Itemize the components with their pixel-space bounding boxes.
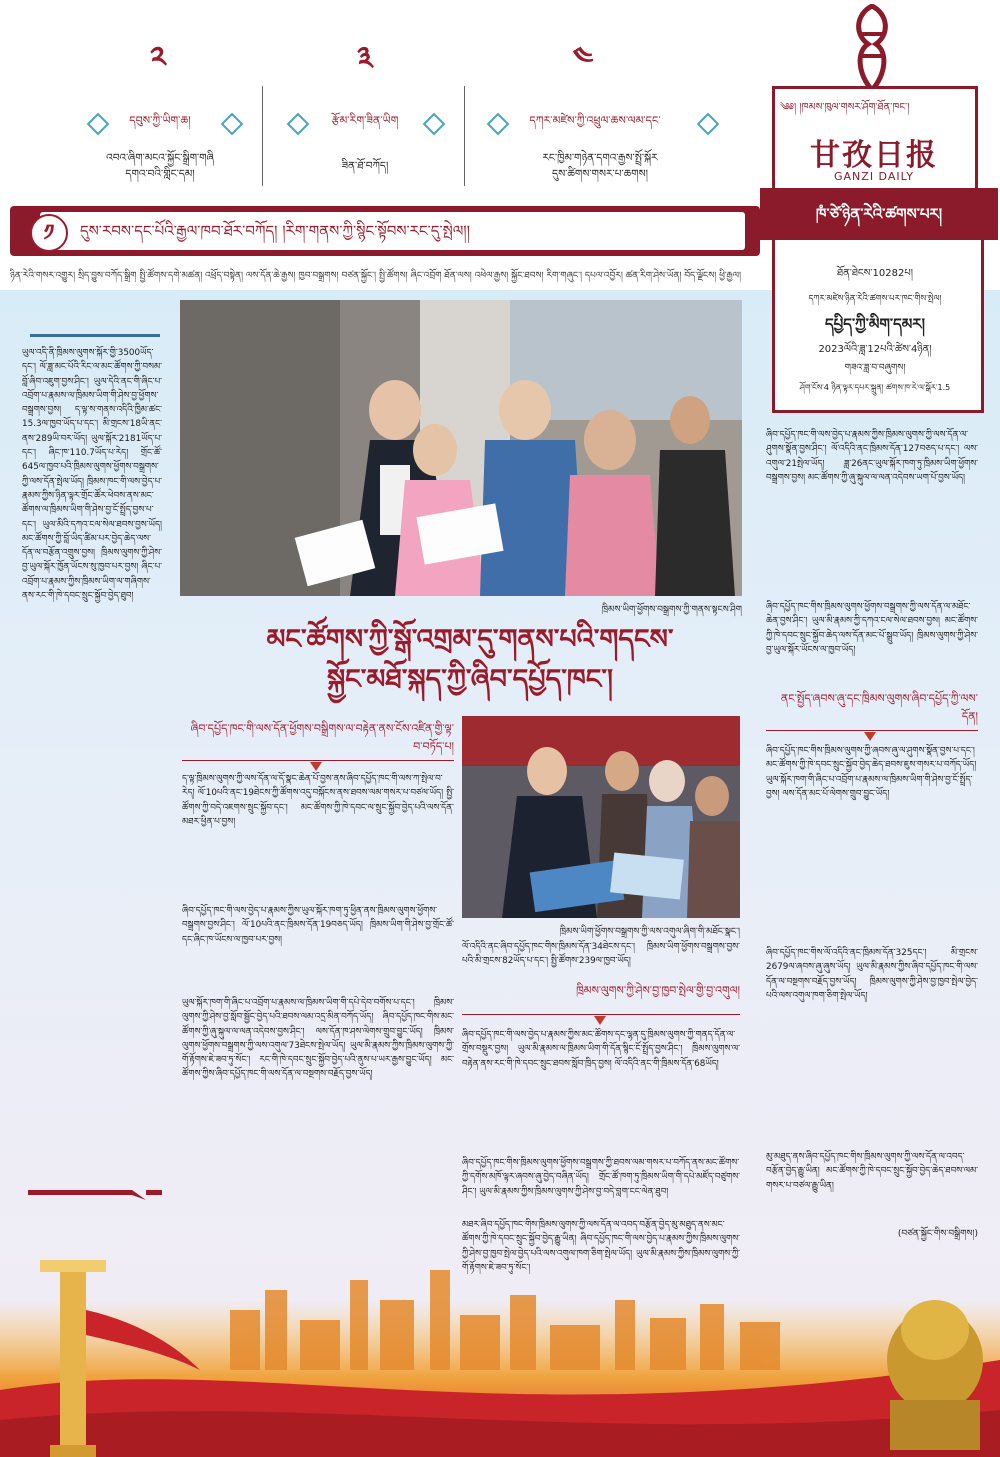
subhead-marker-icon [864,732,876,741]
masthead-english-name: GANZI DAILY [834,170,914,183]
right-middle-text-1: ལོ་འདིའི་ནང་ཞིབ་དཔྱོད་ཁང་གིས་ཁྲིམས་དོན་34ཐེངས་དང་། ཁྲིམས་ཡིག་ཕྱོགས་བསྒྲགས་བྱས་པའི་མི་གྲངས་82ཡོད་པ་དང་། སྤྱི་ཚོགས་239ལ་ཁྱབ་ཡོད། [462,942,740,967]
right-middle-text-2: ཞིབ་དཔྱོད་ཁང་གི་ལས་བྱེད་པ་རྣམས་ཀྱིས་མང་ཚོགས་དང་ལྷན་དུ་ཁྲིམས་ལུགས་ཀྱི་གནད་དོན་ལ་གྲོས་བསྡུར་བྱས། ཡུལ་མི་རྣམས་ལ་ཁྲིམས་ཡིག་གི་དོན་སྙིང་ངོ་སྤྲོད་བྱས་ཤིང་། ཁྲིམས་ལུགས་ལ་བརྟེན་ནས་རང་གི་ཁེ་དབང་སྲུང་ཐབས་སློབ་ཁྲིད་བྱས། ལོ་འདིའི་ནང་གི་ཁྲིམས་དོན་68ཡོད། [462,1030,740,1069]
preview-1-number: ༢ [150,41,166,76]
preview-1-title[interactable]: དབུས་ཀྱི་ཡིག་ཆ། [129,114,191,127]
right-column-text-2: ཞིབ་དཔྱོད་ཁང་གིས་ཁྲིམས་ལུགས་ཕྱོགས་བསྒྲགས་ཀྱི་ལས་དོན་ལ་མཐོང་ཆེན་བྱས་ཤིང་། ཡུལ་མི་རྣམས་ཀྱི་དཀའ་ངལ་སེལ་ཐབས་བྱས། མང་ཚོགས་ཀྱི་ཁེ་དབང་སྲུང་སྐྱོབ་ཆེད་ལས་དོན་མང་པོ་སྒྲུབ་ཡོད། ཁྲིམས་ལུགས་ཀྱི་ཤེས་བྱ་ཡུལ་སྐོར་ཡོངས་ལ་ཁྱབ་ཡོད། [766,602,978,655]
masthead-tibetan-name: ཁཾ་ཙེ་ཉིན་རེའི་ཚགས་པར། [815,205,943,223]
subhead-marker-icon [594,1016,606,1025]
preview-1-subtitle: འབའ་ཞིག་མངའ་སྐྱོང་སྒྲིག་གཞི [106,152,214,164]
preview-3-subtitle: རང་ཁྱིམ་གཉེན་དགའ་རྒྱས་སྤྲོ་སྐོར [542,152,658,164]
second-photo[interactable] [462,716,740,918]
top-photo[interactable] [180,300,742,596]
slogan-text: དུས་རབས་དང་པོའི་རྒྱལ་ཁབ་ཐོར་བཀོད། །རིག་གནས་ཀྱི་སྙིང་སྟོབས་རང་དུ་སྤེལ།། [80,222,470,240]
column-rule [30,334,160,337]
footer-decoration [0,1240,1000,1457]
headline [180,620,760,700]
preview-1-subtitle-2: དགའ་བའི་གླིང་དམ། [125,168,195,180]
middle-text-3: ཡུལ་སྐོར་ཁག་གི་ཞིང་པ་འབྲོག་པ་རྣམས་ལ་ཁྲིམས་ཡིག་གི་དཔེ་དེབ་བགོས་པ་དང་། ཁྲིམས་ལུགས་ཀྱི་ཤེས་བྱ་སློབ་སྦྱོང་བྱེད་པའི་ཐབས་ལམ་འདྲ་མིན་བཀོད་ཡོད། ཞིབ་དཔྱོད་ཁང་གིས་མང་ཚོགས་ཀྱི་ཞུ་སྐུལ་ལ་ལན་འདེབས་བྱས་ཤིང་། ལས་དོན་ཁ་ཤས་ལེགས་གྲུབ་བྱུང་ཡོད། ཁྲིམས་ལུགས་ཕྱོགས་བསྒྲགས་ཀྱི་ལས་འགུལ་73ཐེངས་སྤེལ་ཡོད། ཡུལ་མི་རྣམས་ཀྱིས་ཁྲིམས་ལུགས་ཀྱི་གོ་རྟོགས་ཇེ་ཟབ་ཏུ་སོང་། རང་གི་ཁེ་དབང་སྲུང་སྐྱོབ་བྱེད་པའི་ནུས་པ་ཡར་རྒྱས་བྱུང་ཡོད། མང་ཚོགས་ཀྱིས་ཞིབ་དཔྱོད་ཁང་གི་ལས་དོན་ལ་བསྔགས་བརྗོད་བྱས་ཡོད། [182,998,454,1080]
knot-ornament-icon [697,113,720,136]
middle-text-2: ཞིབ་དཔྱོད་ཁང་གི་ལས་བྱེད་པ་རྣམས་ཀྱིས་ཡུལ་སྐོར་ཁག་ཏུ་ཕྱིན་ནས་ཁྲིམས་ལུགས་ཕྱོགས་བསྒྲགས་བྱས་ཤིང་། ལོ་10པའི་ནང་ཁྲིམས་དོན་19བཅད་ཡོད། ཁྲིམས་ཡིག་གི་ཤེས་བྱ་གྲོང་ཚོ་དང་ཞིང་ཁ་ཡོངས་ལ་ཁྱབ་པར་བྱས། [182,906,454,945]
subhead-1: ཞིབ་དཔྱོད་ཁང་གི་ལས་དོན་ཕྱོགས་བསྒྲིགས་ལ་བརྟེན་ནས་ངོས་འཛིན་གྱི་ལྟ་བ་བཏོད་པ། [190,722,454,753]
byline: (བཙན་སྐྱོང་གིས་བསྒྲིགས།) [897,1229,978,1239]
subhead-rule [766,730,978,731]
prosecutor-handing-leaflets-photo [462,716,740,918]
divider [464,86,465,186]
masthead-chinese-name: 甘孜日报 [810,138,938,173]
preview-2-title[interactable]: རྩོམ་རིག་ཟིན་ཡིག [331,114,399,127]
right-column-text-4: ཞིབ་དཔྱོད་ཁང་གིས་ལོ་འདིའི་ནང་ཁྲིམས་དོན་325དང་། མི་གྲངས་2679ལ་ཞབས་ཞུ་ཞུས་ཡོད། ཡུལ་མི་རྣམས་ཀྱིས་ཞིབ་དཔྱོད་ཁང་གི་ལས་དོན་ལ་བསྔགས་བརྗོད་བྱས་ཡོད། ཁྲིམས་ལུགས་ཀྱི་ཤེས་བྱ་ཁྱབ་སྤེལ་བྱེད་པའི་ལས་འགུལ་ཁག་ཅིག་སྤེལ་ཡོད། [766,948,978,1001]
preview-3-title[interactable]: དཀར་མཛེས་ཀྱི་འཕྲུལ་ཆས་ལམ་དང་ [529,114,661,127]
right-middle-text-4: མཐར་ཞིབ་དཔྱོད་ཁང་གིས་ཁྲིམས་ལུགས་ཀྱི་ལས་དོན་ལ་འབད་བརྩོན་བྱེད་མུ་མཐུད་ནས་མང་ཚོགས་ཀྱི་ཁེ་དབང་སྲུང་སྐྱོབ་བྱེད་རྒྱུ་ཡིན། ཞིབ་དཔྱོད་ཁང་གི་ལས་བྱེད་པ་རྣམས་ཀྱིས་ཁྲིམས་ལུགས་ཀྱི་ཤེས་བྱ་ཁྱབ་སྤེལ་བྱེད་པའི་ལས་འགུལ་ཁག་ཅིག་སྤེལ་ཡོད། ཡུལ་མི་རྣམས་ཀྱིས་ཁྲིམས་ལུགས་ཀྱི་གོ་རྟོགས་ཇེ་ཟབ་ཏུ་སོང་། [462,1220,740,1273]
subhead-2: ཁྲིམས་ལུགས་ཀྱི་ཤེས་བྱ་ཁྱབ་སྤེལ་གྱི་བྱ་འགུལ། [576,984,740,997]
right-column-text-3: ཞིབ་དཔྱོད་ཁང་གིས་ཁྲིམས་ལུགས་ཀྱི་ཞབས་ཞུ་ལ་ཤུགས་སྣོན་བྱས་པ་དང་། མང་ཚོགས་ཀྱི་ཁེ་དབང་སྲུང་སྐྱོབ་བྱེད་ཆེད་ཐབས་ཇུས་གསར་པ་བཀོད་ཡོད། ཡུལ་སྐོར་ཁག་གི་ཞིང་པ་འབྲོག་པ་རྣམས་ལ་ཁྲིམས་ཡིག་གི་ཤེས་བྱ་ངོ་སྤྲོད་བྱས། ལས་དོན་མང་པོ་ལེགས་གྲུབ་བྱུང་ཡོད། [766,746,977,799]
subhead-rule [182,760,454,761]
issue-number: ཐོན་ཐེངས་10282པ། [837,268,913,279]
lunar-date: གཟའ་ཟླ་བ་བཞུགས། [844,363,906,373]
top-photo-caption: ཁྲིམས་ཡིག་ཕྱོགས་བསྒྲགས་ཀྱི་གནས་སྟངས་ཤིག [601,605,742,615]
headline-line-2: སྐྱོང་མཐོ་སྐད་ཀྱི་ཞིབ་དཔྱོད་ཁང་། [326,664,614,695]
preview-3-subtitle-2: དུས་ཚིགས་གསར་པ་ཆགས། [552,168,648,180]
preview-3-number: ༤ [572,41,594,76]
section-index[interactable]: ཉིན་རེའི་གསར་འགྱུར། སྲིད་བྱུས་བཀོད་སྒྲིག སྤྱི་ཚོགས་དགེ་མཚན། འཕྲོད་བསྟེན། ལས་དོན་ཆེ་རྒྱས། ཁྱབ་བསྒྲགས། བཙན་སྐྱོང་། སྤྱི་ཚོགས། ཞིང་འབྲོག ཐོན་ལས། འཕེལ་རྒྱས། སྐྱོང་ཐབས། རིག་གཞུང་། དཔལ་འབྱོར། ཚན་རིག་ཤེས་ཡོན། བོད་ལྗོངས། ཕྱི་རྒྱལ། [10,271,742,281]
preview-2-subtitle: ཟིན་ཐོ་བཀོད། [341,160,389,172]
right-column-text-5: མུ་མཐུད་ནས་ཞིབ་དཔྱོད་ཁང་གིས་ཁྲིམས་ལུགས་ཀྱི་ལས་དོན་ལ་འབད་བརྩོན་བྱེད་རྒྱུ་ཡིན། མང་ཚོགས་ཀྱི་ཁེ་དབང་སྲུང་སྐྱོབ་བྱེད་ཆེད་ཐབས་ལམ་གསར་པ་བཙལ་རྒྱུ་ཡིན། [766,1152,978,1191]
divider [262,86,263,186]
right-middle-text-3: ཞིབ་དཔྱོད་ཁང་གིས་ཁྲིམས་ལུགས་ཕྱོགས་བསྒྲགས་ཀྱི་ཐབས་ལམ་གསར་པ་བཀོད་ནས་མང་ཚོགས་ཀྱི་དགོས་མཁོ་ལྟར་ཞབས་ཞུ་བྱེད་བཞིན་ཡོད། གྲོང་ཚོ་ཁག་ཏུ་ཁྲིམས་ཡིག་གི་དཔེ་མཛོད་བཙུགས་ཤིང་། ཡུལ་མི་རྣམས་ཀྱིས་ཁྲིམས་ལུགས་ཀྱི་ཤེས་བྱ་བདེ་བླག་ངང་ལེན་ཐུབ། [462,1158,740,1197]
weekday: དཔྱིད་ཀྱི་མིག་དམར། [825,315,925,333]
publication-date: 2023ལོའི་ཟླ་12པའི་ཚེས་4ཉིན། [818,344,932,355]
subhead-rule [462,1014,740,1015]
masthead-script: ༄༅། །ཁམས་ཁུལ་གསར་ཤོག་ཐོན་ཁང་། [780,102,910,113]
right-column-text-1: ཞིབ་དཔྱོད་ཁང་གི་ལས་བྱེད་པ་རྣམས་ཀྱིས་ཁྲིམས་ལུགས་ཀྱི་ལས་དོན་ལ་ཤུགས་སྣོན་བྱས་ཤིང་། ལོ་འདིའི་ནང་ཁྲིམས་དོན་127བཅད་པ་དང་། ལས་འགུལ་21སྤེལ་ཡོད། ཟླ་26ནང་ཡུལ་སྐོར་ཁག་ཏུ་ཁྲིམས་ཡིག་ཕྱོགས་བསྒྲགས་བྱས། མང་ཚོགས་ཀྱི་ཞུ་སྐུལ་ལ་ལན་འདེབས་ཡག་པོ་བྱས་ཡོད། [766,430,978,483]
calligraphy-seal-icon [846,4,898,92]
preview-2-number: ༣ [357,41,373,76]
right-subhead: ནང་སྤྱོད་ཞབས་ཞུ་དང་ཁྲིམས་ལུགས་ཞིབ་དཔྱོད་ཀྱི་ལས་དོན། [780,692,978,723]
prosecutors-with-children-photo [180,300,742,596]
left-column-text: ཡུལ་འདི་ནི་ཁྲིམས་ལུགས་སྐོར་གྱི་3500ཡོད་དང་། ལོ་ཟླ་མང་པོའི་རིང་ལ་མང་ཚོགས་ཀྱི་བསམ་བློ་ཞིབ་འཇུག་བྱས་ཤིང་། ཡུལ་དེའི་ནང་གི་ཞིང་པ་འབྲོག་པ་རྣམས་ལ་ཁྲིམས་ཡིག་གི་ཤེས་བྱ་ཕྱོགས་བསྒྲགས་བྱས། ད་ལྟ་ས་གནས་འདིའི་ཁྱིམ་ཚང་15.3ལ་ཁྱབ་ཡོད་པ་དང་། མི་གྲངས་18ཡི་ནང་ནས་289ཡི་བར་ཡོད། ཡུལ་སྐོར་2181ཡོད་པ་དང་། ཞིང་ཁ་110.7ཡོད་པ་རེད། གྲོང་ཚོ་645ལ་ཁྱབ་པའི་ཁྲིམས་ལུགས་ཕྱོགས་བསྒྲགས་ཀྱི་ལས་དོན་སྤེལ་ཡོད། ཁྲིམས་ཁང་གི་ལས་བྱེད་པ་རྣམས་ཀྱིས་ཉིན་ལྟར་གྲོང་ཚོར་ཕེབས་ནས་མང་ཚོགས་ལ་ཁྲིམས་ཡིག་གི་ཤེས་བྱ་ངོ་སྤྲོད་བྱས་པ་དང་། ཡུལ་མིའི་དཀའ་ངལ་སེལ་ཐབས་བྱས་ཡོད། མང་ཚོགས་ཀྱི་བློ་ཡིད་ཚིམ་པར་བྱེད་ཆེད་ལས་དོན་ལ་བརྩོན་འགྲུས་བྱས། ཁྲིམས་ལུགས་ཀྱི་ཤེས་བྱ་ཡུལ་སྐོར་ཁྱོན་ཡོངས་སུ་ཁྱབ་པར་བྱས། ཞིང་པ་འབྲོག་པ་རྣམས་ཀྱིས་ཁྲིམས་ཡིག་ལ་གཞིགས་ནས་རང་གི་ཁེ་དབང་སྲུང་སྐྱོབ་བྱེད་ཐུབ། [22,348,162,602]
headline-line-1: མང་ཚོགས་ཀྱི་སྒོ་འགྲམ་དུ་གནས་པའི་གདངས་ [266,624,674,655]
publisher-label: དཀར་མཛེས་ཉིན་རེའི་ཚགས་པར་ཁང་གིས་སྤེལ། [808,294,942,304]
page-number: ༡ [30,214,68,252]
second-photo-caption: ཁྲིམས་ཡིག་ཕྱོགས་བསྒྲགས་ཀྱི་ལས་འགུལ་ཞིག་གི་མཐོང་སྣང་། [559,927,740,937]
subhead-marker-icon [310,762,322,771]
column-end-ornament [28,1186,162,1200]
middle-text-1: ད་ལྟ་ཁྲིམས་ལུགས་ཀྱི་ལས་དོན་ལ་དོ་སྣང་ཆེན་པོ་བྱས་ནས་ཞིབ་དཔྱོད་ཁང་གི་ལས་ཀ་སྤེལ་བ་རེད། ལོ་10པའི་ནང་19ཐེངས་ཀྱི་ཚོགས་འདུ་བསྐོངས་ནས་ཐབས་ལམ་གསར་པ་བཙལ་ཡོད། སྤྱི་ཚོགས་ཀྱི་བདེ་འཇགས་སྲུང་སྐྱོབ་དང་། མང་ཚོགས་ཀྱི་ཁེ་དབང་ལ་སྲུང་སྐྱོབ་བྱེད་པའི་ལས་དོན་མཐར་ཕྱིན་པ་བྱས། [182,774,454,827]
masthead-note: ཤོག་ངོས་4 ཉིན་ལྟར་དཔར་སྐྲུན། ཚགས་ཁ་རེ་ལ་སྒོར་1.5 [799,383,951,392]
